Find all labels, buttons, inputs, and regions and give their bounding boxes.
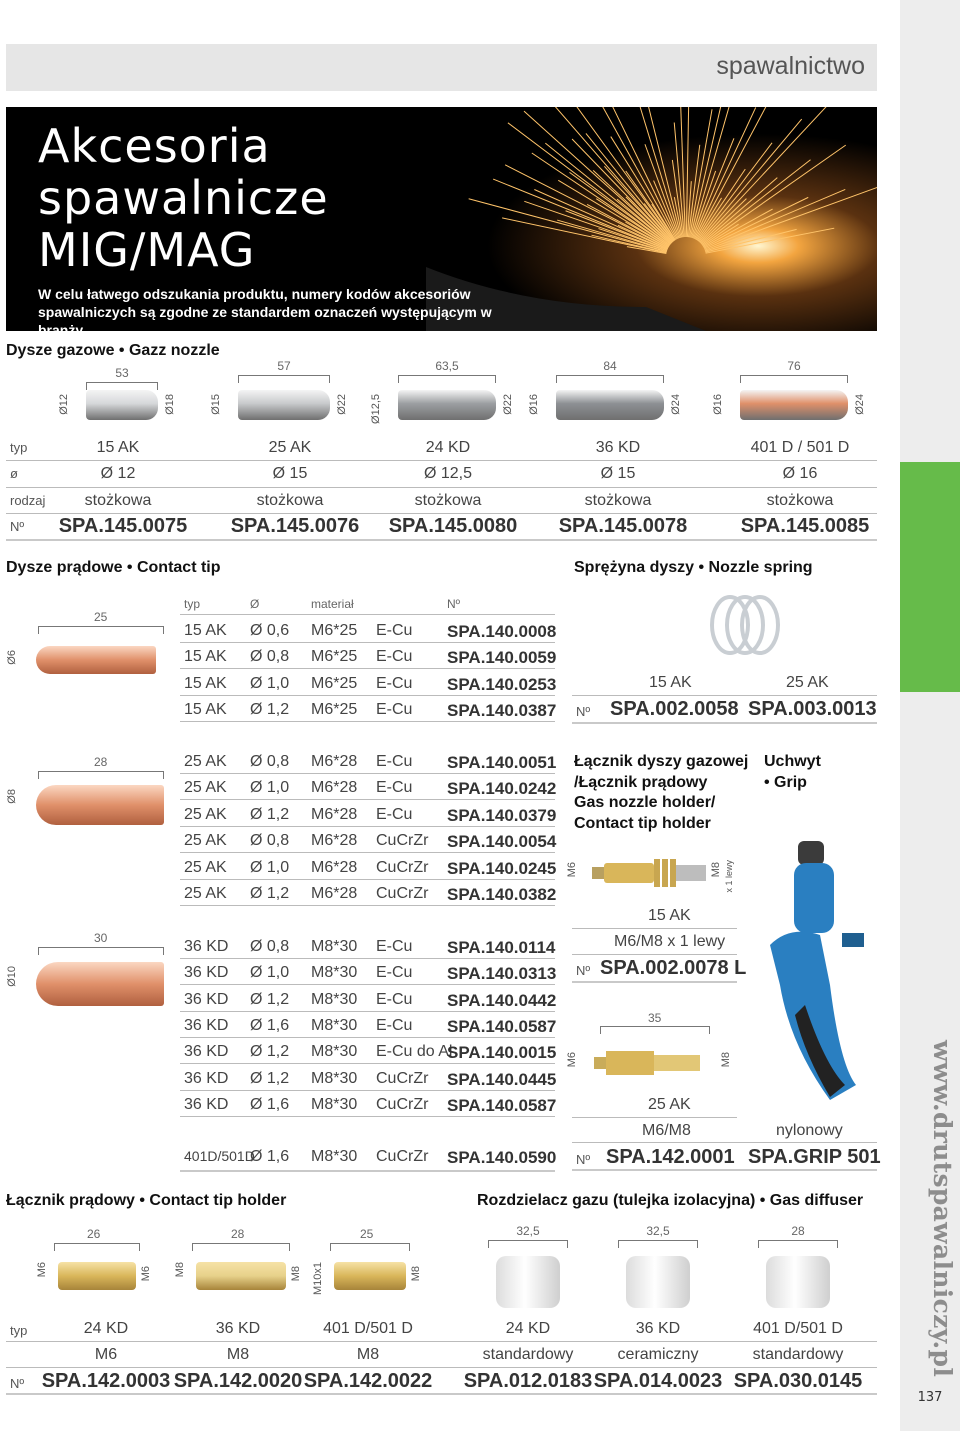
nozzle-code: SPA.145.0080 xyxy=(388,515,518,537)
tip-code: SPA.140.0054 xyxy=(447,832,557,851)
tip-thread: M8*30 xyxy=(311,964,358,981)
tip-typ: 36 KD xyxy=(184,991,229,1008)
tip-material: CuCrZr xyxy=(376,1096,429,1113)
nozzle-diameter: Ø 15 xyxy=(272,465,308,482)
nozzle-length: 63,5 xyxy=(435,359,459,373)
tip-thread: M8*30 xyxy=(311,1148,358,1165)
tip-thread: M6*28 xyxy=(311,885,358,902)
tipholder-label-typ: typ xyxy=(10,1323,28,1338)
category-title: spawalnictwo xyxy=(716,52,865,80)
tip-typ: 36 KD xyxy=(184,1043,229,1060)
tip-length: 30 xyxy=(94,931,108,945)
tipholder-right-thread: M8 xyxy=(410,1266,422,1282)
nozzle-inner-dia: Ø15 xyxy=(210,394,222,415)
tip-typ: 15 AK xyxy=(184,648,227,665)
website-url: www.drutspawalniczy.pl xyxy=(928,1040,957,1378)
nozzle-diameter: Ø 16 xyxy=(782,465,818,482)
diffuser-typ: 36 KD xyxy=(635,1320,681,1337)
holder-heading-line: Gas nozzle holder/ xyxy=(574,794,716,811)
banner-title-line: Akcesoria xyxy=(38,119,271,173)
nozzle-length: 84 xyxy=(603,359,617,373)
holder-a-right-thread-note: x 1 lewy xyxy=(724,860,734,893)
nozzles-label-dia: ø xyxy=(10,466,18,481)
tip-material: E-Cu xyxy=(376,701,413,718)
tip-length: 25 xyxy=(94,610,108,624)
nozzle-kind: stożkowa xyxy=(256,492,324,509)
tip-material: E-Cu xyxy=(376,964,413,981)
nozzle-code: SPA.145.0078 xyxy=(558,515,688,537)
tip-code: SPA.140.0445 xyxy=(447,1070,557,1089)
grip-code: SPA.GRIP 501 xyxy=(748,1146,881,1168)
tip-code: SPA.140.0587 xyxy=(447,1096,557,1115)
nozzle-outer-dia: Ø24 xyxy=(854,394,866,415)
tip-material: CuCrZr xyxy=(376,832,429,849)
grip-heading-line: Uchwyt xyxy=(764,753,821,770)
nozzles-heading: Dysze gazowe • Gazz nozzle xyxy=(6,342,220,359)
tipholder-image xyxy=(58,1262,136,1290)
nozzles-label-typ: typ xyxy=(10,440,28,455)
tip-typ: 25 AK xyxy=(184,859,227,876)
tip-typ: 36 KD xyxy=(184,1070,229,1087)
tip-diameter: Ø 0,8 xyxy=(250,648,290,665)
nozzle-outer-dia: Ø22 xyxy=(502,394,514,415)
tip-row-line xyxy=(180,879,555,880)
tip-diameter: Ø 1,6 xyxy=(250,1148,290,1165)
tipholder-typ: 36 KD xyxy=(215,1320,261,1337)
diffuser-length: 32,5 xyxy=(516,1224,540,1238)
nozzle-dimension-line xyxy=(398,375,496,383)
nozzle-length: 53 xyxy=(115,366,129,380)
tip-typ: 25 AK xyxy=(184,753,227,770)
page-number: 137 xyxy=(917,1390,943,1405)
tip-diameter: Ø 1,6 xyxy=(250,1096,290,1113)
tip-material: CuCrZr xyxy=(376,1148,429,1165)
tipholder-code: SPA.142.0003 xyxy=(41,1370,171,1392)
tip-thread: M6*28 xyxy=(311,779,358,796)
holder-b-length: 35 xyxy=(648,1011,662,1025)
tip-length: 28 xyxy=(94,755,108,769)
tip-thread: M6*25 xyxy=(311,648,358,665)
tip-row-line xyxy=(180,1011,555,1012)
tipholder-length: 28 xyxy=(231,1227,245,1241)
tip-material: E-Cu xyxy=(376,938,413,955)
tipholder-image xyxy=(334,1262,406,1290)
tip-row-line xyxy=(180,1063,555,1064)
tip-thread: M8*30 xyxy=(311,938,358,955)
holder-heading xyxy=(574,752,748,834)
tip-diameter: Ø 1,2 xyxy=(250,701,290,718)
tip-row-line xyxy=(180,799,555,800)
side-green-tab xyxy=(900,462,960,692)
diffuser-typ: 401 D/501 D xyxy=(753,1320,843,1337)
tip-code: SPA.140.0114 xyxy=(447,938,556,957)
tips-heading: Dysze prądowe • Contact tip xyxy=(6,559,221,576)
nozzle-length: 76 xyxy=(787,359,801,373)
tip-code: SPA.140.0590 xyxy=(447,1148,557,1167)
grip-heading xyxy=(764,752,821,793)
tipholder-spec: M8 xyxy=(356,1346,380,1363)
banner-subtitle xyxy=(38,285,538,339)
diffuser-image xyxy=(766,1256,830,1308)
tip-material: E-Cu xyxy=(376,622,413,639)
nozzle-image xyxy=(556,390,664,420)
tip-row-line xyxy=(180,1090,555,1091)
tip-typ: 36 KD xyxy=(184,1017,229,1034)
tip-code: SPA.140.0008 xyxy=(447,622,557,641)
nozzle-kind: stożkowa xyxy=(84,492,152,509)
holder-heading-line: Łącznik dyszy gazowej xyxy=(574,753,749,770)
tipholder-right-thread: M8 xyxy=(290,1266,302,1282)
tip-thread: M6*28 xyxy=(311,832,358,849)
nozzles-label-kind: rodzaj xyxy=(10,493,46,508)
holder-a-code: SPA.002.0078 L xyxy=(600,957,747,979)
nozzle-image xyxy=(740,390,848,420)
tipholder-length: 25 xyxy=(360,1227,374,1241)
tipholder-right-thread: M6 xyxy=(140,1266,152,1282)
tip-diameter: Ø 1,0 xyxy=(250,964,290,981)
nozzle-length: 57 xyxy=(277,359,291,373)
tip-diameter: Ø 1,2 xyxy=(250,1070,290,1087)
spring-typ-2: 25 AK xyxy=(786,674,829,691)
holder-b-spec: M6/M8 xyxy=(642,1122,691,1139)
nozzle-diameter: Ø 12 xyxy=(100,465,136,482)
tip-row-line xyxy=(180,642,555,643)
spring-heading: Sprężyna dyszy • Nozzle spring xyxy=(574,559,813,576)
diffuser-typ: 24 KD xyxy=(505,1320,551,1337)
nozzle-outer-dia: Ø18 xyxy=(164,394,176,415)
tip-row-line xyxy=(180,1037,555,1038)
tip-diameter: Ø 1,0 xyxy=(250,779,290,796)
holder-a-image xyxy=(590,855,710,891)
tip-row-line xyxy=(180,695,555,696)
nozzle-typ: 401 D / 501 D xyxy=(750,439,850,456)
nozzle-diameter: Ø 12,5 xyxy=(423,465,473,482)
nozzle-inner-dia: Ø16 xyxy=(528,394,540,415)
nozzle-typ: 24 KD xyxy=(425,439,471,456)
tip-diameter: Ø 0,8 xyxy=(250,753,290,770)
tipholder-left-thread: M6 xyxy=(36,1262,48,1278)
tip-thread: M8*30 xyxy=(311,991,358,1008)
holder-b-right-thread: M8 xyxy=(720,1052,732,1068)
holder-a-right-thread: M8 xyxy=(710,862,722,878)
spring-code-2: SPA.003.0013 xyxy=(748,698,877,720)
tip-diameter: Ø 1,6 xyxy=(250,1017,290,1034)
tip-code: SPA.140.0442 xyxy=(447,991,557,1010)
tipholder-image xyxy=(196,1262,286,1290)
banner-title-line: MIG/MAG xyxy=(38,223,256,277)
diffuser-spec: ceramiczny xyxy=(617,1346,699,1363)
tip-outer-dia: Ø6 xyxy=(6,650,18,665)
tip-thread: M6*25 xyxy=(311,622,358,639)
tip-thread: M8*30 xyxy=(311,1070,358,1087)
tip-material: E-Cu xyxy=(376,779,413,796)
tip-code: SPA.140.0051 xyxy=(447,753,557,772)
tip-typ: 36 KD xyxy=(184,938,229,955)
diffuser-heading: Rozdzielacz gazu (tulejka izolacyjna) • Gas diffuser xyxy=(477,1192,864,1209)
tipholder-code: SPA.142.0022 xyxy=(303,1370,433,1392)
diffuser-dimension-line xyxy=(618,1240,698,1248)
diffuser-dimension-line xyxy=(758,1240,838,1248)
spring-typ-1: 15 AK xyxy=(649,674,692,691)
tip-code: SPA.140.0253 xyxy=(447,675,557,694)
banner-subtitle-line: W celu łatwego odszukania produktu, numery kodów akcesoriów xyxy=(38,286,471,302)
tip-material: CuCrZr xyxy=(376,1070,429,1087)
nozzle-kind: stożkowa xyxy=(584,492,652,509)
tip-diameter: Ø 1,0 xyxy=(250,675,290,692)
diffuser-dimension-line xyxy=(488,1240,568,1248)
nozzle-image xyxy=(398,390,496,420)
tip-code: SPA.140.0015 xyxy=(447,1043,557,1062)
tip-thread: M8*30 xyxy=(311,1017,358,1034)
tip-row-line xyxy=(180,1116,555,1117)
nozzle-code: SPA.145.0076 xyxy=(230,515,360,537)
diffuser-code: SPA.014.0023 xyxy=(593,1370,723,1392)
tip-row-line xyxy=(180,852,555,853)
nozzle-typ: 25 AK xyxy=(268,439,312,456)
nozzle-outer-dia: Ø22 xyxy=(336,394,348,415)
tip-row-line xyxy=(180,668,555,669)
tipholder-typ: 401 D/501 D xyxy=(323,1320,413,1337)
tip-code: SPA.140.0587 xyxy=(447,1017,557,1036)
tip-code: SPA.140.0059 xyxy=(447,648,557,667)
nozzle-kind: stożkowa xyxy=(766,492,834,509)
tip-image xyxy=(36,962,164,1006)
tip-typ: 15 AK xyxy=(184,675,227,692)
tip-material: E-Cu xyxy=(376,806,413,823)
diffuser-spec: standardowy xyxy=(752,1346,844,1363)
nozzles-label-no: Nº xyxy=(10,519,25,534)
tip-code: SPA.140.0313 xyxy=(447,964,557,983)
tip-code: SPA.140.0382 xyxy=(447,885,557,904)
tipholder-heading: Łącznik prądowy • Contact tip holder xyxy=(6,1192,287,1209)
spring-image xyxy=(700,590,790,660)
spring-no-label: Nº xyxy=(576,704,591,719)
nozzle-inner-dia: Ø12 xyxy=(58,394,70,415)
holder-b-typ: 25 AK xyxy=(648,1096,691,1113)
tip-typ: 25 AK xyxy=(184,832,227,849)
tip-material: E-Cu do Al xyxy=(376,1043,453,1060)
diffuser-code: SPA.030.0145 xyxy=(733,1370,863,1392)
tip-thread: M6*28 xyxy=(311,806,358,823)
holder-b-image xyxy=(592,1045,712,1081)
banner-title-line: spawalnicze xyxy=(38,171,329,225)
tip-typ: 15 AK xyxy=(184,622,227,639)
diffuser-image xyxy=(626,1256,690,1308)
tip-row-line xyxy=(180,1170,555,1172)
tip-diameter: Ø 0,6 xyxy=(250,622,290,639)
tip-thread: M6*28 xyxy=(311,753,358,770)
tipholder-spec: M6 xyxy=(94,1346,118,1363)
nozzle-code: SPA.145.0075 xyxy=(58,515,188,537)
nozzle-typ: 15 AK xyxy=(96,439,140,456)
tip-row-line xyxy=(180,958,555,959)
tip-typ: 25 AK xyxy=(184,779,227,796)
diffuser-spec: standardowy xyxy=(482,1346,574,1363)
tip-dimension-line xyxy=(38,771,164,779)
diffuser-image xyxy=(496,1256,560,1308)
tipholder-dimension-line xyxy=(54,1243,140,1251)
nozzle-inner-dia: Ø12,5 xyxy=(370,394,382,424)
nozzle-diameter: Ø 15 xyxy=(600,465,636,482)
tipholder-dimension-line xyxy=(192,1243,290,1251)
tipholder-left-thread: M8 xyxy=(174,1262,186,1278)
tip-outer-dia: Ø8 xyxy=(6,789,18,804)
tip-typ: 36 KD xyxy=(184,964,229,981)
holder-a-spec: M6/M8 x 1 lewy xyxy=(614,933,726,950)
nozzle-code: SPA.145.0085 xyxy=(740,515,870,537)
nozzle-dimension-line xyxy=(238,375,330,383)
tip-outer-dia: Ø10 xyxy=(6,966,18,987)
holder-heading-line: /Łącznik prądowy xyxy=(574,773,708,791)
holder-b-left-thread: M6 xyxy=(566,1052,578,1068)
tip-typ: 401D/501D xyxy=(184,1148,255,1164)
nozzle-image xyxy=(238,390,330,420)
banner-title xyxy=(38,120,329,276)
nozzle-dimension-line xyxy=(86,382,158,390)
banner-subtitle-line: spawalniczych są zgodne ze standardem oznaczeń występującym w branży. xyxy=(38,304,492,338)
tips-col-material: materiał xyxy=(311,597,354,611)
spring-code-1: SPA.002.0058 xyxy=(610,698,739,720)
tip-code: SPA.140.0379 xyxy=(447,806,557,825)
tip-row-line xyxy=(180,984,555,985)
nozzle-image xyxy=(86,390,158,420)
tip-diameter: Ø 1,2 xyxy=(250,991,290,1008)
tip-thread: M8*30 xyxy=(311,1043,358,1060)
tipholder-code: SPA.142.0020 xyxy=(173,1370,303,1392)
diffuser-code: SPA.012.0183 xyxy=(463,1370,593,1392)
tip-image xyxy=(36,785,164,825)
tip-thread: M6*28 xyxy=(311,859,358,876)
nozzle-kind: stożkowa xyxy=(414,492,482,509)
tipholder-label-no: Nº xyxy=(10,1376,25,1391)
tip-typ: 25 AK xyxy=(184,885,227,902)
tip-code: SPA.140.0245 xyxy=(447,859,557,878)
tips-col-typ: typ xyxy=(184,597,201,611)
tip-typ: 25 AK xyxy=(184,806,227,823)
tip-row-line xyxy=(180,905,555,906)
tip-thread: M8*30 xyxy=(311,1096,358,1113)
tip-diameter: Ø 1,2 xyxy=(250,806,290,823)
holder-b-no-label: Nº xyxy=(576,1152,591,1167)
tip-diameter: Ø 0,8 xyxy=(250,938,290,955)
tip-row-line xyxy=(180,721,555,722)
tip-code: SPA.140.0387 xyxy=(447,701,557,720)
nozzle-typ: 36 KD xyxy=(595,439,641,456)
tip-material: E-Cu xyxy=(376,1017,413,1034)
tip-diameter: Ø 0,8 xyxy=(250,832,290,849)
diffuser-length: 32,5 xyxy=(646,1224,670,1238)
nozzle-inner-dia: Ø16 xyxy=(712,394,724,415)
holder-a-left-thread: M6 xyxy=(566,862,578,878)
holder-a-typ: 15 AK xyxy=(648,907,691,924)
grip-heading-line: • Grip xyxy=(764,773,807,791)
tip-row-line xyxy=(180,773,555,774)
tip-dimension-line xyxy=(38,947,164,955)
tip-thread: M6*25 xyxy=(311,701,358,718)
nozzle-dimension-line xyxy=(556,375,664,383)
tip-code: SPA.140.0242 xyxy=(447,779,557,798)
tip-dimension-line xyxy=(38,626,164,634)
tip-diameter: Ø 1,2 xyxy=(250,885,290,902)
tip-material: E-Cu xyxy=(376,753,413,770)
tipholder-length: 26 xyxy=(87,1227,101,1241)
nozzle-dimension-line xyxy=(740,375,848,383)
tip-diameter: Ø 1,2 xyxy=(250,1043,290,1060)
tip-diameter: Ø 1,0 xyxy=(250,859,290,876)
tip-typ: 36 KD xyxy=(184,1096,229,1113)
tip-typ: 15 AK xyxy=(184,701,227,718)
tips-col-no: Nº xyxy=(447,597,461,611)
holder-heading-line: Contact tip holder xyxy=(574,814,711,832)
tip-material: CuCrZr xyxy=(376,859,429,876)
diffuser-length: 28 xyxy=(791,1224,805,1238)
holder-a-no-label: Nº xyxy=(576,963,591,978)
grip-image xyxy=(750,835,870,1110)
holder-b-code: SPA.142.0001 xyxy=(606,1146,735,1168)
tip-row-line xyxy=(180,826,555,827)
nozzle-outer-dia: Ø24 xyxy=(670,394,682,415)
tip-thread: M6*25 xyxy=(311,675,358,692)
tip-material: CuCrZr xyxy=(376,885,429,902)
tip-material: E-Cu xyxy=(376,991,413,1008)
tipholder-spec: M8 xyxy=(226,1346,250,1363)
tip-material: E-Cu xyxy=(376,675,413,692)
tipholder-dimension-line xyxy=(330,1243,410,1251)
tipholder-typ: 24 KD xyxy=(83,1320,129,1337)
tips-col-dia: Ø xyxy=(250,597,260,611)
tipholder-left-thread: M10x1 xyxy=(312,1262,324,1296)
grip-material: nylonowy xyxy=(776,1122,843,1139)
tip-image xyxy=(36,646,156,674)
tip-material: E-Cu xyxy=(376,648,413,665)
